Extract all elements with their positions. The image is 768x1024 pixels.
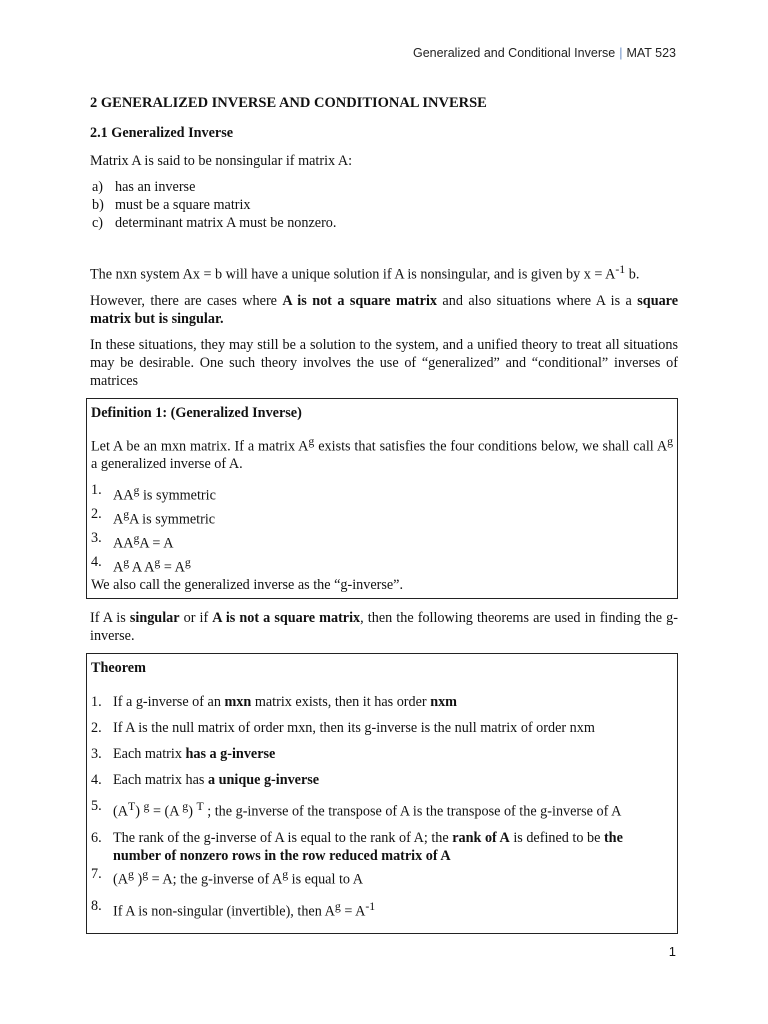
unified-theory-paragraph: In these situations, they may still be a solution to the system, and a unified theory to treat all situations may be desirable. One such theory involves the use of “generalized” and “conditional” inverses of matrices <box>90 336 678 389</box>
page-body <box>90 94 678 944</box>
list-item: 4. $A^g$ A $A^g = A^g$ <box>91 553 191 576</box>
list-item: 6. The rank of the g-inverse of A is equal to the rank of A; the rank of A is defined to be the number of nonzero rows in the row reduced matrix of A <box>91 830 623 865</box>
definition-box <box>86 398 678 600</box>
definition-closing: We also call the generalized inverse as the “g-inverse”. <box>91 577 404 594</box>
header-separator: | <box>619 46 623 60</box>
unique-solution-paragraph: The nxn system Ax = b will have a unique solution if A is nonsingular, and is given by $x = A^{-1}$ b. <box>90 262 640 283</box>
page-header <box>413 46 676 60</box>
list-item: 5. $(A^T) ^g = (A$ $^g$) $^T$ ; the g-inverse of the transpose of A is the transpose of the g-inverse of A <box>91 798 622 821</box>
definition-text: Let A be an mxn matrix. If a matrix $A^g$ exists that satisfies the four conditions below, we shall call $A^g$ a generalized inverse of A. <box>91 433 673 473</box>
list-item: 7. ($A^g$ )$^g$ = A; the g-inverse of $A^g$ is equal to A <box>91 866 363 888</box>
list-item: 4. Each matrix has a unique g-inverse <box>91 772 320 789</box>
nonsingular-conditions-list <box>90 178 678 232</box>
list-item: 3. $AA^gA = A$ <box>91 529 174 552</box>
header-title: Generalized and Conditional Inverse <box>412 46 616 60</box>
list-item: 2. $A^gA$ is symmetric <box>91 506 216 528</box>
list-item: 1. $AA^g$ is symmetric <box>91 482 216 505</box>
intro-paragraph: Matrix A is said to be nonsingular if matrix A: <box>90 153 353 169</box>
theorem-list <box>91 693 673 920</box>
list-item: a) has an inverse <box>92 179 196 195</box>
header-course: MAT 523 <box>626 46 676 60</box>
section-title: 2 GENERALIZED INVERSE AND CONDITIONAL INVERSE <box>90 95 487 111</box>
list-item: 2. If A is the null matrix of order mxn, then its g-inverse is the null matrix of order nxm <box>91 720 595 737</box>
theorem-title: Theorem <box>91 660 146 677</box>
theorems-intro-paragraph: If A is singular or if A is not a square matrix, then the following theorems are used in finding the g-inverse. <box>90 610 678 645</box>
list-item: c) determinant matrix A must be nonzero. <box>92 215 337 231</box>
list-item: 8. If A is non-singular (invertible), then $A^g = A^{-1}$ <box>91 897 376 920</box>
list-item: 3. Each matrix has a g-inverse <box>91 746 276 763</box>
definition-title: Definition 1: (Generalized Inverse) <box>91 404 302 421</box>
cases-paragraph: However, there are cases where A is not a square matrix and also situations where A is a square matrix but is singular. <box>90 292 679 327</box>
subsection-title: 2.1 Generalized Inverse <box>90 125 234 141</box>
theorem-box <box>86 653 678 933</box>
page-number: 1 <box>668 944 676 959</box>
list-item: b) must be a square matrix <box>92 197 251 213</box>
list-item: 1. If a g-inverse of an mxn matrix exists, then it has order nxm <box>91 694 457 711</box>
definition-conditions-list <box>91 481 673 576</box>
